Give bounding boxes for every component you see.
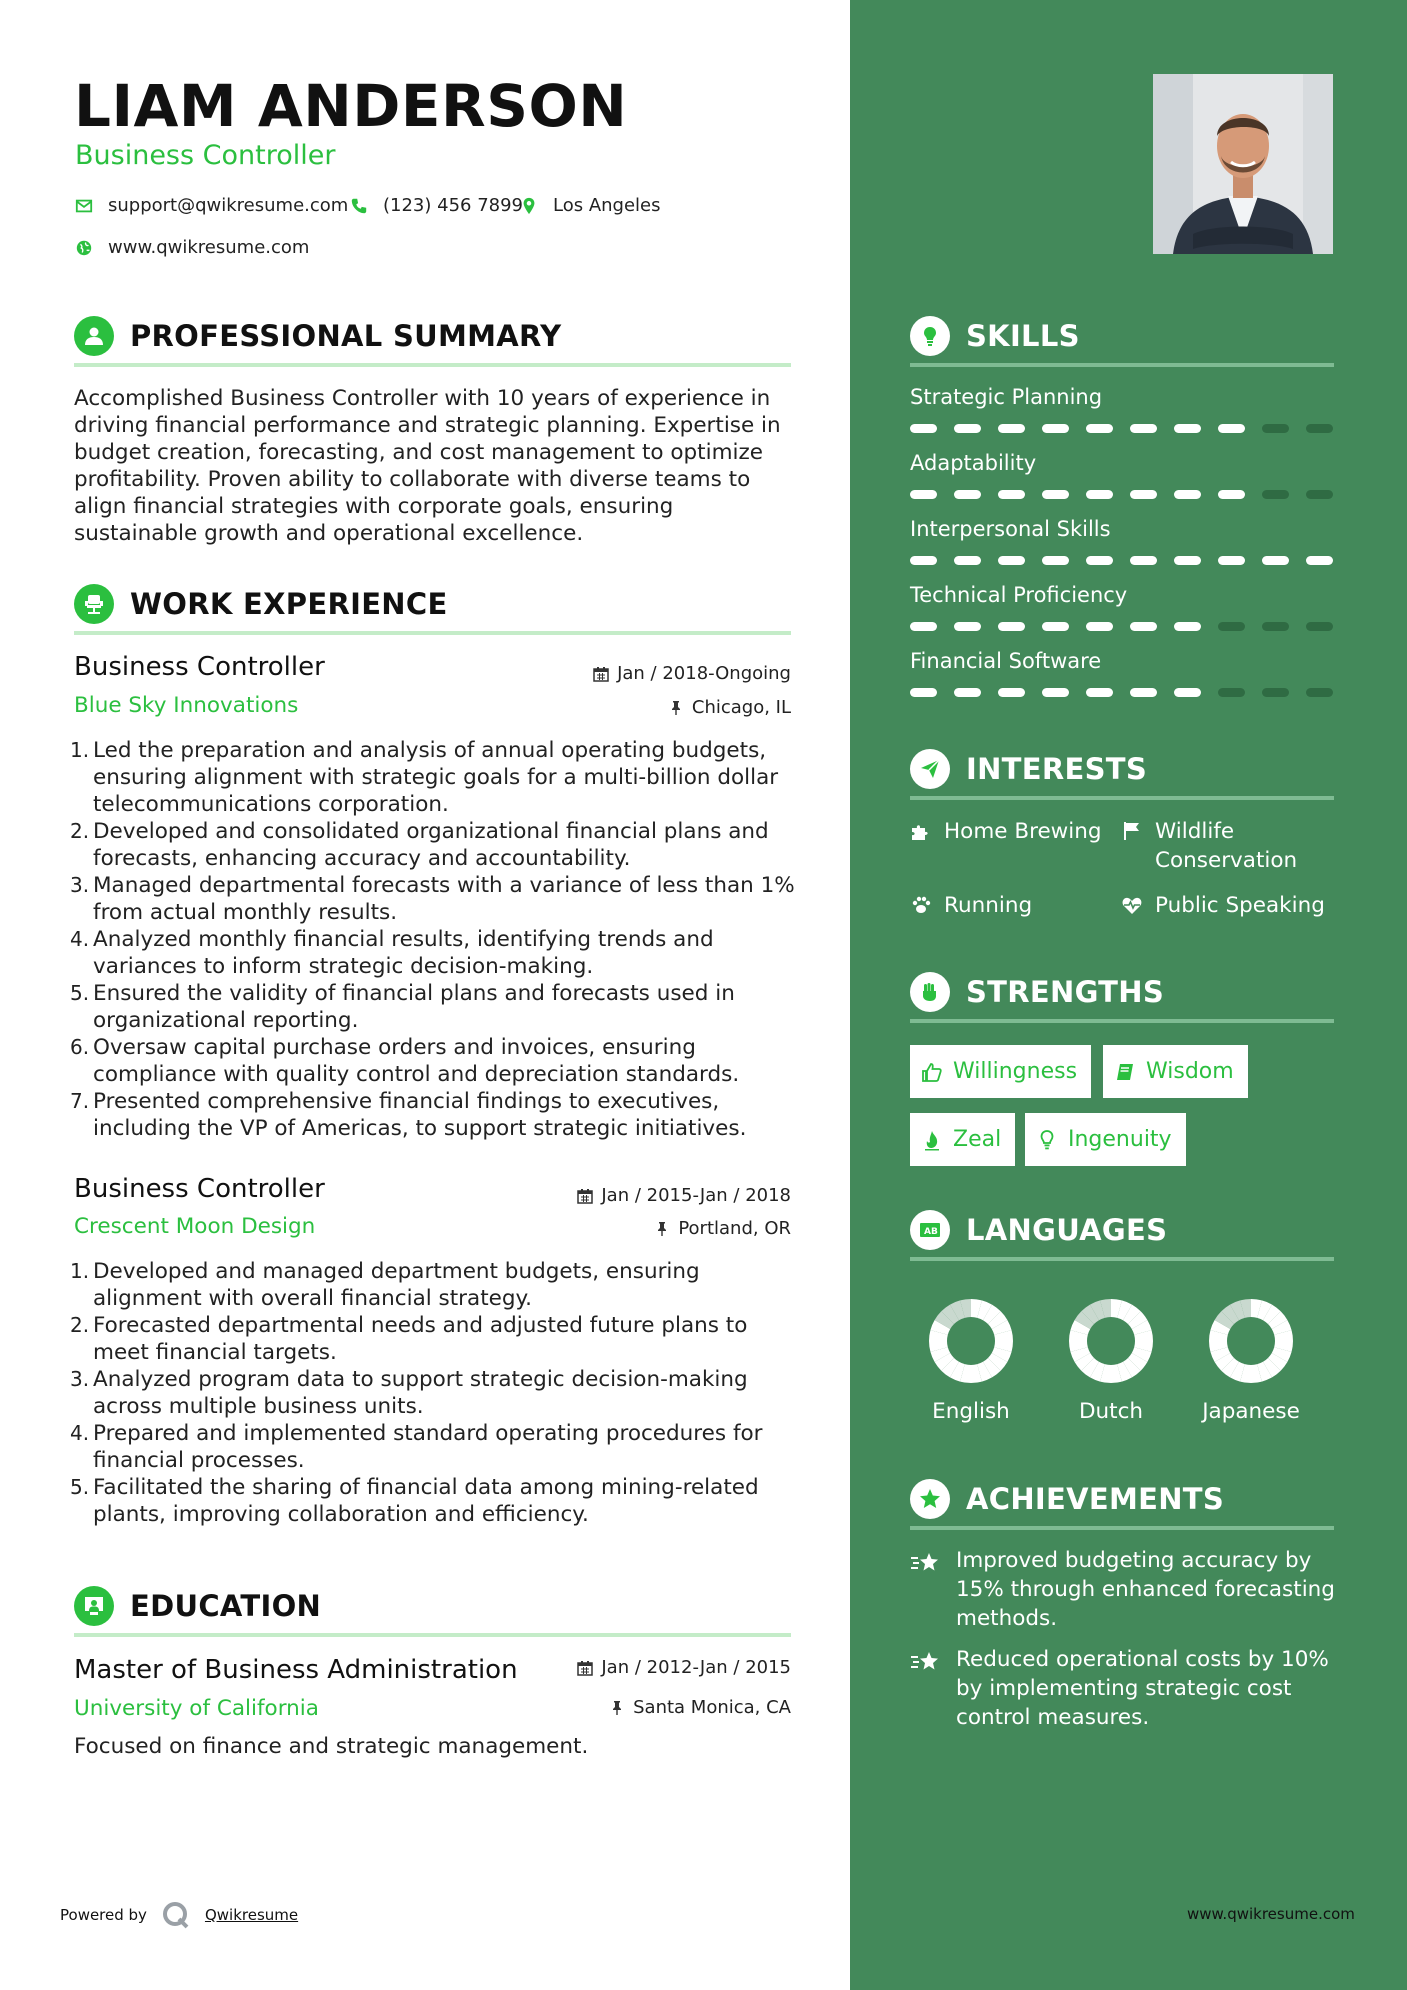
skills-title: SKILLS (966, 319, 1080, 353)
interests-title: INTERESTS (966, 752, 1148, 786)
skill-name: Strategic Planning (910, 385, 1103, 409)
duty-item: Prepared and implemented standard operating procedures for financial processes. (93, 1421, 763, 1473)
skill-segment-empty (1306, 490, 1333, 499)
skill-segment-empty (1306, 688, 1333, 697)
education-note: Focused on finance and strategic management. (74, 1734, 589, 1759)
job-1-role: Business Controller (74, 652, 325, 682)
achievements-heading (910, 1479, 1224, 1519)
skill-segment-filled (998, 688, 1025, 697)
skill-segment-filled (1086, 490, 1113, 499)
candidate-title: Business Controller (75, 140, 336, 171)
strengths-heading (910, 972, 1164, 1012)
interest-item (910, 891, 1032, 920)
skill-segment-filled (1130, 424, 1157, 433)
contact-location (520, 195, 661, 216)
job-2-duties (74, 1258, 800, 1528)
skill-segment-filled (1174, 424, 1201, 433)
heartbeat-icon (1121, 894, 1143, 916)
thumbs-up-icon (921, 1061, 943, 1083)
duty-item: Developed and managed department budgets, ensuring alignment with overall financial strategy. (93, 1259, 700, 1311)
job-1-dates-text: Jan / 2018-Ongoing (617, 663, 791, 684)
book-icon (1114, 1061, 1136, 1083)
education-location (609, 1697, 791, 1718)
language-name: Japanese (1202, 1399, 1300, 1424)
skill-segment-filled (1306, 556, 1333, 565)
language-name: Dutch (1078, 1399, 1144, 1424)
skill-bar (910, 622, 1333, 631)
skill-segment-filled (1218, 424, 1245, 433)
languages-title: LANGUAGES (966, 1213, 1168, 1247)
strength-label: Willingness (953, 1059, 1078, 1084)
skill-segment-filled (1130, 688, 1157, 697)
degree: Master of Business Administration (74, 1655, 518, 1685)
pin-icon (668, 700, 684, 716)
skill-segment-empty (1218, 688, 1245, 697)
skill-segment-filled (910, 490, 937, 499)
skill-segment-filled (910, 424, 937, 433)
duty-item: Analyzed monthly financial results, identifying trends and variances to inform strategic decision-making. (93, 927, 714, 979)
skill-segment-filled (1130, 490, 1157, 499)
duty-item: Led the preparation and analysis of annual operating budgets, ensuring alignment with strategic goals for a multi-billion dollar telecommunications corporation. (93, 738, 779, 817)
language-donut (1066, 1296, 1156, 1386)
skill-segment-filled (1130, 556, 1157, 565)
skill-name: Adaptability (910, 451, 1037, 475)
interest-label: Home Brewing (944, 819, 1102, 844)
summary-heading (74, 316, 561, 356)
globe-icon (75, 239, 93, 257)
flag-icon (1121, 820, 1143, 842)
job-1-dates (593, 663, 791, 684)
strength-label: Ingenuity (1068, 1127, 1172, 1152)
skill-segment-filled (998, 490, 1025, 499)
calendar-icon (593, 666, 609, 682)
education-title: EDUCATION (130, 1589, 322, 1623)
job-2-dates-text: Jan / 2015-Jan / 2018 (601, 1185, 791, 1206)
strength-label: Zeal (953, 1127, 1002, 1152)
star-icon (910, 1479, 950, 1519)
lightbulb-icon (1036, 1129, 1058, 1151)
puzzle-icon (910, 820, 932, 842)
education-dates (577, 1657, 791, 1678)
duty-item: Forecasted departmental needs and adjusted future plans to meet financial targets. (93, 1313, 748, 1365)
job-2-dates (577, 1185, 791, 1206)
phone-text: (123) 456 7899 (383, 195, 524, 216)
skill-name: Interpersonal Skills (910, 517, 1111, 541)
qwikresume-link[interactable]: Qwikresume (204, 1906, 299, 1924)
calendar-icon (577, 1188, 593, 1204)
fire-icon (921, 1129, 943, 1151)
achievement-text: Improved budgeting accuracy by 15% through enhanced forecasting methods. (956, 1548, 1335, 1631)
interest-label: Running (944, 893, 1033, 918)
skill-segment-filled (998, 622, 1025, 631)
strength-tag (1025, 1113, 1186, 1166)
education-divider (74, 1633, 791, 1637)
map-marker-icon (520, 197, 538, 215)
skill-segment-filled (1086, 424, 1113, 433)
user-icon (74, 316, 114, 356)
skill-segment-filled (910, 556, 937, 565)
interest-label: Wildlife Conservation (1155, 819, 1298, 873)
strength-tag (910, 1113, 1015, 1166)
skill-segment-filled (998, 424, 1025, 433)
paw-icon (910, 894, 932, 916)
location-text: Los Angeles (553, 195, 661, 216)
calendar-icon (577, 1660, 593, 1676)
envelope-icon (75, 197, 93, 215)
achievements-divider (910, 1526, 1334, 1530)
skill-segment-filled (1174, 622, 1201, 631)
duty-item: Analyzed program data to support strategic decision-making across multiple business units. (93, 1367, 748, 1419)
skills-divider (910, 363, 1334, 367)
skill-segment-filled (954, 622, 981, 631)
pin-icon (609, 1700, 625, 1716)
skill-segment-filled (1218, 490, 1245, 499)
job-1-location (668, 697, 791, 718)
phone-icon (350, 197, 368, 215)
skill-segment-filled (998, 556, 1025, 565)
skill-segment-filled (1174, 688, 1201, 697)
achievement-item (910, 1546, 1340, 1633)
experience-heading (74, 584, 448, 624)
summary-title: PROFESSIONAL SUMMARY (130, 319, 562, 353)
skill-name: Technical Proficiency (910, 583, 1128, 607)
skill-segment-empty (1262, 424, 1289, 433)
skill-segment-empty (1218, 622, 1245, 631)
job-1-company: Blue Sky Innovations (74, 693, 299, 718)
skill-segment-empty (1306, 622, 1333, 631)
shooting-star-icon (910, 1649, 940, 1677)
svg-text:B: B (931, 1227, 938, 1237)
interest-item (1121, 817, 1331, 875)
interest-item (910, 817, 1102, 846)
skills-heading (910, 316, 1080, 356)
summary-divider (74, 363, 791, 367)
skill-segment-filled (954, 490, 981, 499)
education-location-text: Santa Monica, CA (633, 1697, 791, 1718)
contact-email[interactable] (75, 195, 348, 216)
skill-segment-filled (954, 424, 981, 433)
skill-segment-filled (1130, 622, 1157, 631)
email-text: support@qwikresume.com (108, 195, 349, 216)
duty-item: Ensured the validity of financial plans and forecasts used in organizational reporting. (93, 981, 735, 1033)
skill-segment-filled (1086, 688, 1113, 697)
duty-item: Managed departmental forecasts with a variance of less than 1% from actual monthly results. (93, 873, 795, 925)
skill-segment-filled (910, 688, 937, 697)
contact-phone[interactable] (350, 195, 523, 216)
language-donut (1206, 1296, 1296, 1386)
summary-text: Accomplished Business Controller with 10 years of experience in driving financial performance and strategic planning. Expertise in budget creation, forecasting, and cost management to optimize profitability. Proven ability to collaborate with diverse teams to align financial strategies with corporate goals, ensuring sustainable growth and operational excellence. (74, 386, 781, 546)
interest-label: Public Speaking (1155, 893, 1325, 918)
strengths-divider (910, 1019, 1334, 1023)
job-1-location-text: Chicago, IL (691, 697, 791, 718)
education-dates-text: Jan / 2012-Jan / 2015 (601, 1657, 791, 1678)
skill-segment-filled (954, 556, 981, 565)
school: University of California (74, 1696, 319, 1721)
skill-segment-filled (1042, 622, 1069, 631)
skill-segment-filled (1086, 556, 1113, 565)
skill-segment-filled (1086, 622, 1113, 631)
job-2-location (654, 1218, 791, 1239)
job-2-location-text: Portland, OR (678, 1218, 791, 1239)
svg-text:A: A (924, 1227, 931, 1237)
skill-bar (910, 490, 1333, 499)
skill-segment-filled (1042, 688, 1069, 697)
experience-title: WORK EXPERIENCE (130, 587, 448, 621)
job-2-role: Business Controller (74, 1174, 325, 1204)
strength-label: Wisdom (1146, 1059, 1234, 1084)
strength-tag (1103, 1045, 1248, 1098)
job-1-duties (74, 737, 800, 1142)
contact-website[interactable] (75, 237, 309, 258)
office-chair-icon (74, 584, 114, 624)
interests-divider (910, 796, 1334, 800)
skill-segment-empty (1262, 688, 1289, 697)
education-heading (74, 1586, 321, 1626)
skill-segment-filled (1042, 556, 1069, 565)
skill-segment-empty (1262, 622, 1289, 631)
skill-segment-filled (1174, 556, 1201, 565)
interests-heading (910, 749, 1147, 789)
candidate-name: LIAM ANDERSON (74, 72, 628, 140)
skill-bar (910, 424, 1333, 433)
fist-icon (910, 972, 950, 1012)
skill-segment-empty (1306, 424, 1333, 433)
achievement-item (910, 1645, 1340, 1732)
powered-by-label: Powered by (60, 1906, 147, 1924)
powered-by[interactable] (60, 1900, 298, 1930)
language-donut (926, 1296, 1016, 1386)
skill-segment-filled (1042, 424, 1069, 433)
duty-item: Developed and consolidated organizational financial plans and forecasts, enhancing accuracy and accountability. (93, 819, 769, 871)
duty-item: Facilitated the sharing of financial data among mining-related plants, improving collaboration and efficiency. (93, 1475, 759, 1527)
skill-segment-filled (954, 688, 981, 697)
languages-heading (910, 1210, 1167, 1250)
skill-bar (910, 556, 1333, 565)
skill-name: Financial Software (910, 649, 1102, 673)
experience-divider (74, 631, 791, 635)
profile-photo (1153, 74, 1333, 254)
skill-segment-filled (1174, 490, 1201, 499)
strength-tag (910, 1045, 1091, 1098)
pin-icon (654, 1221, 670, 1237)
paper-plane-icon (910, 749, 950, 789)
language-icon (910, 1210, 950, 1250)
interest-item (1121, 891, 1325, 920)
lightbulb-icon (910, 316, 950, 356)
skill-segment-filled (910, 622, 937, 631)
skill-segment-empty (1262, 490, 1289, 499)
strengths-title: STRENGTHS (966, 975, 1165, 1009)
shooting-star-icon (910, 1550, 940, 1578)
achievement-text: Reduced operational costs by 10% by implementing strategic cost control measures. (956, 1647, 1329, 1730)
skill-segment-filled (1042, 490, 1069, 499)
skill-segment-filled (1262, 556, 1289, 565)
footer-site[interactable]: www.qwikresume.com (1187, 1905, 1355, 1923)
duty-item: Presented comprehensive financial findings to executives, including the VP of Americas, to support strategic initiatives. (93, 1089, 747, 1141)
language-name: English (932, 1399, 1010, 1424)
languages-divider (910, 1257, 1334, 1261)
qwikresume-logo-icon (161, 1900, 191, 1930)
achievements-title: ACHIEVEMENTS (966, 1482, 1225, 1516)
skill-bar (910, 688, 1333, 697)
graduate-icon (74, 1586, 114, 1626)
job-2-company: Crescent Moon Design (74, 1214, 316, 1239)
website-text: www.qwikresume.com (108, 237, 310, 258)
skill-segment-filled (1218, 556, 1245, 565)
duty-item: Oversaw capital purchase orders and invoices, ensuring compliance with quality control and depreciation standards. (93, 1035, 740, 1087)
